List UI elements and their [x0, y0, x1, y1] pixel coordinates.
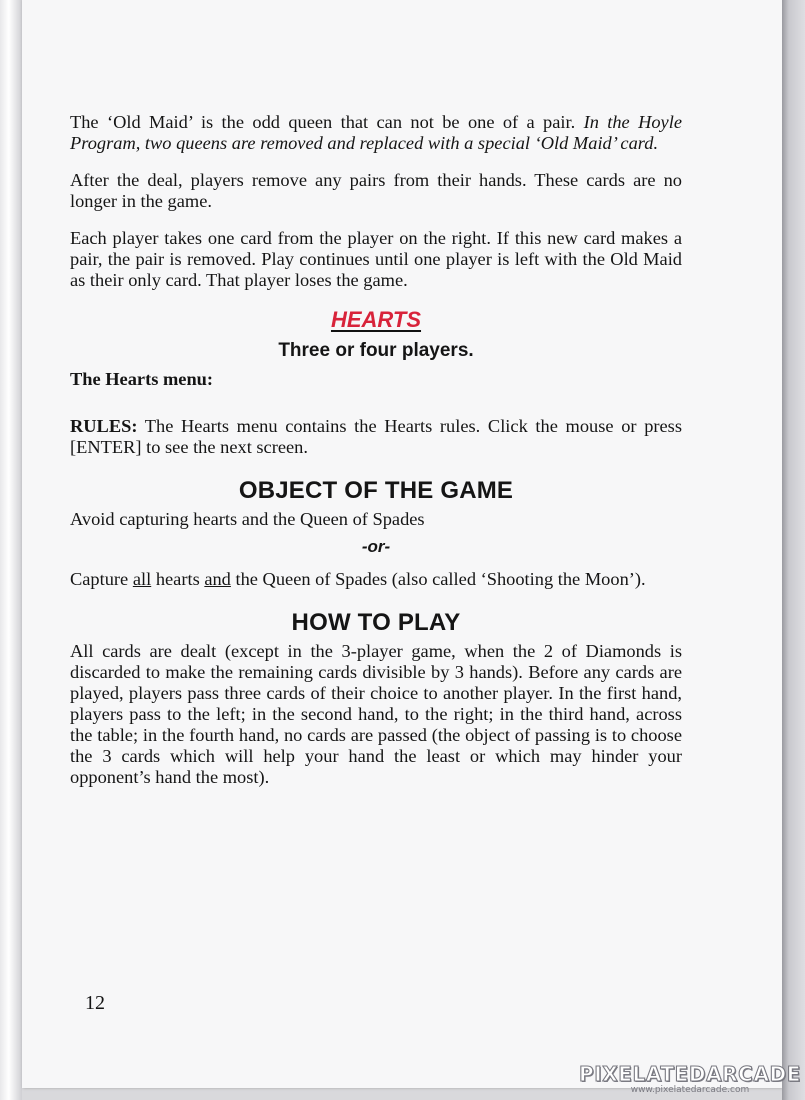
old-maid-paragraph-2: After the deal, players remove any pairs from their hands. These cards are no longer in the game. — [70, 170, 682, 211]
old-maid-paragraph-3: Each player takes one card from the player on the right. If this new card makes a pair, the pair is removed. Play continues until one player is left with the Old Maid as their only card. That player loses the game. — [70, 228, 682, 290]
watermark-logo: PIXELATEDARCADE — [578, 1062, 801, 1086]
page-binding — [0, 0, 22, 1100]
page-edge — [782, 0, 805, 1100]
watermark — [579, 1062, 801, 1095]
hearts-title: HEARTS — [330, 307, 422, 332]
watermark-url: www.pixelatedarcade.com — [630, 1085, 750, 1095]
or-separator: -or- — [361, 537, 391, 556]
object-option-2: Capture all hearts and the Queen of Spades (also called ‘Shooting the Moon’). — [70, 569, 646, 589]
object-heading: OBJECT OF THE GAME — [238, 477, 514, 504]
page-number: 12 — [85, 992, 105, 1014]
page-content — [70, 112, 682, 804]
hoyle-program-note: In the Hoyle Program, two queens are removed and replaced with a special ‘Old Maid’ card. — [70, 112, 682, 153]
old-maid-paragraph-1: The ‘Old Maid’ is the odd queen that can not be one of a pair. In the Hoyle Program, two queens are removed and replaced with a special ‘Old Maid’ card. — [70, 112, 682, 153]
rules-label: RULES: — [70, 416, 138, 436]
object-option-1: Avoid capturing hearts and the Queen of Spades — [70, 509, 425, 529]
hearts-rules-paragraph: RULES: The Hearts menu contains the Hearts rules. Click the mouse or press [ENTER] to see the next screen. — [70, 416, 682, 457]
how-to-play-paragraph: All cards are dealt (except in the 3-player game, when the 2 of Diamonds is discarded to make the remaining cards divisible by 3 hands). Before any cards are played, players pass three cards of their choice to another player. In the first hand, players pass to the left; in the second hand, to the right; in the third hand, across the table; in the fourth hand, no cards are passed (the object of passing is to choose the 3 cards which will help your hand the least or which may hinder your opponent’s hand the most). — [70, 641, 682, 787]
how-to-play-heading: HOW TO PLAY — [291, 609, 461, 636]
hearts-players: Three or four players. — [278, 340, 474, 361]
hearts-menu-heading: The Hearts menu: — [70, 369, 214, 389]
